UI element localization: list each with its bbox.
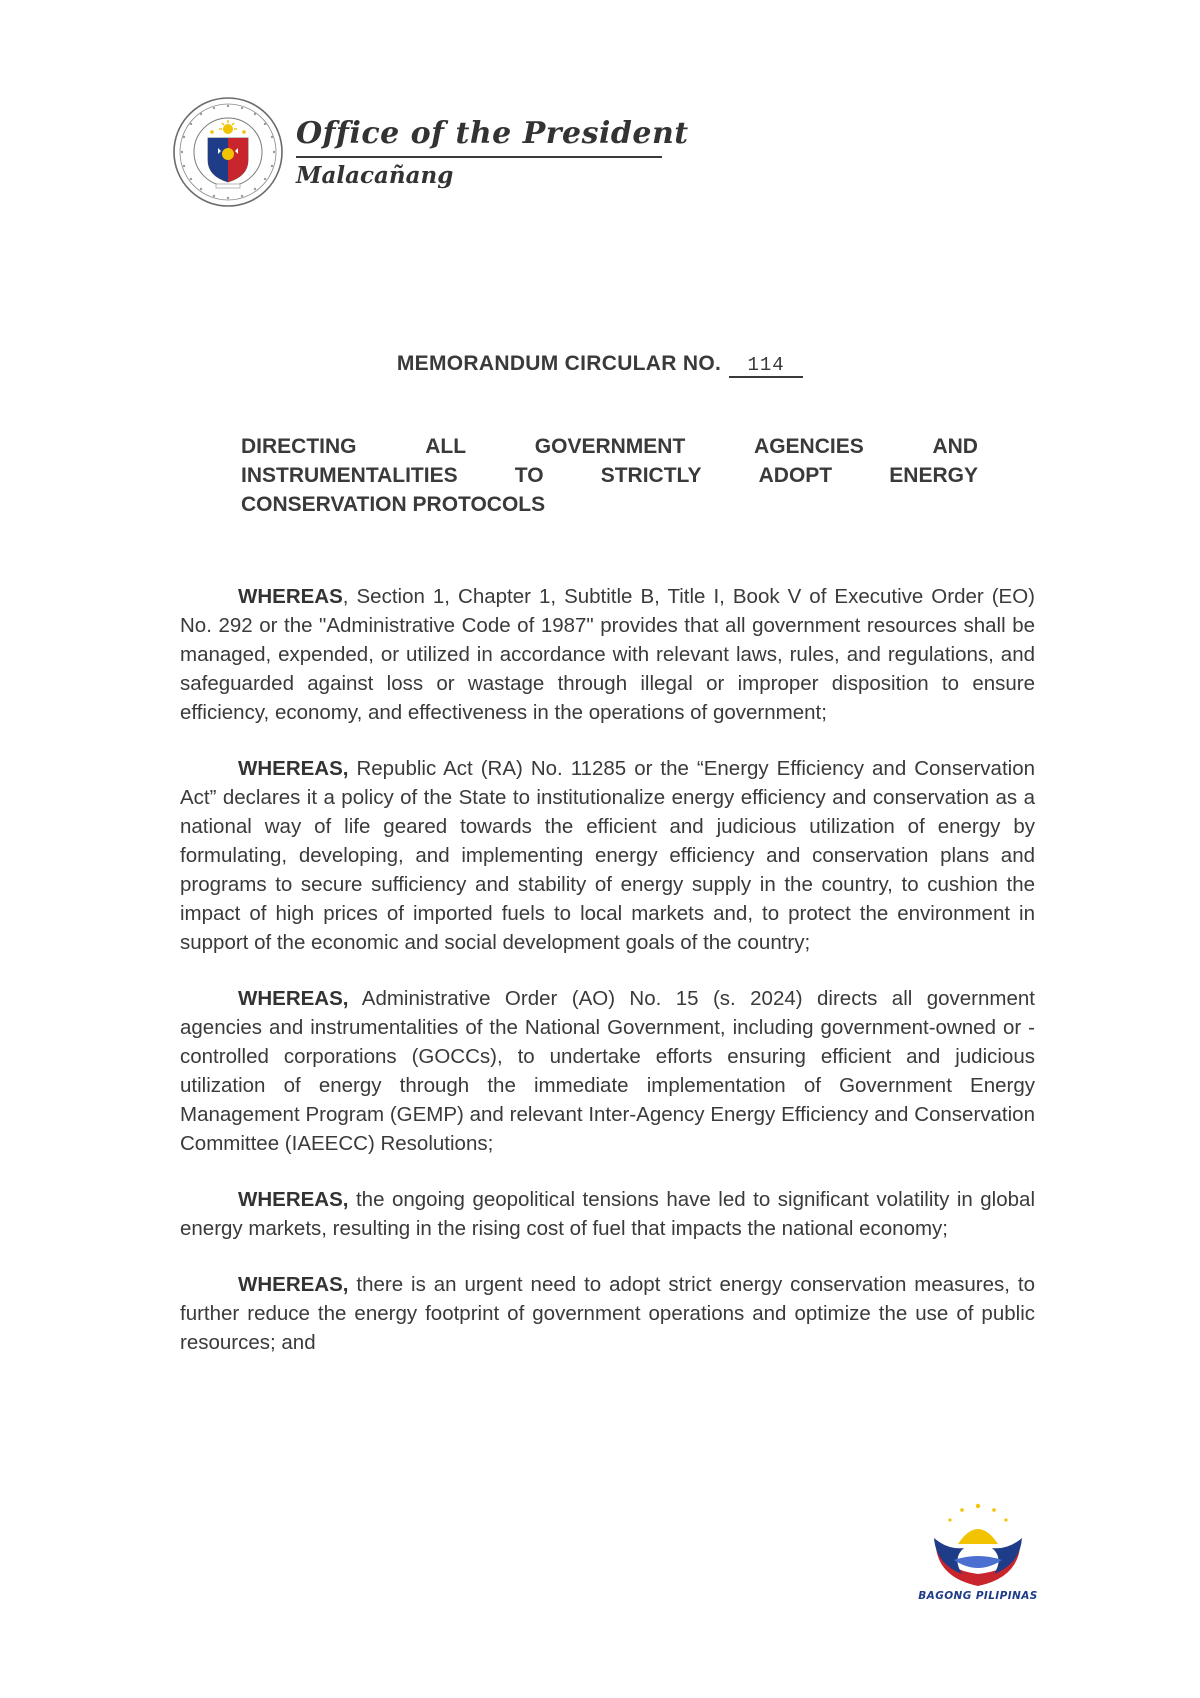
bagong-pilipinas-label: BAGONG PILIPINAS (918, 1590, 1038, 1602)
whereas-clause (180, 984, 1035, 1158)
subject-line (241, 490, 978, 519)
clause-text: there is an urgent need to adopt strict energy conservation measures, to further reduce the energy footprint of government operations and optimize the use of public resources; and (180, 1273, 1035, 1354)
letterhead (172, 96, 689, 216)
clause-text: the ongoing geopolitical tensions have led to significant volatility in global energy markets, resulting in the rising cost of fuel that impacts the national economy; (180, 1188, 1035, 1240)
subject-word: STRICTLY (600, 464, 702, 487)
clause-text: Republic Act (RA) No. 11285 or the “Energy Efficiency and Conservation Act” declares it a policy of the State to institutionalize energy efficiency and conservation as a national way of life geared towards the efficient and judicious utilization of energy by formulating, developing, and implementing energy efficiency and conservation plans and programs to secure sufficiency and stability of energy supply in the country, to cushion the impact of high prices of imported fuels to local markets and, to protect the environment in support of the economic and social development goals of the country; (180, 757, 1035, 954)
office-subtitle: Malacañang (296, 162, 454, 189)
whereas-clause (180, 754, 1035, 957)
subject-word: ENERGY (889, 464, 978, 487)
whereas-clause (180, 1185, 1035, 1243)
subject-word: AND (932, 435, 978, 458)
office-title: Office of the President (296, 116, 689, 151)
clause-text: Administrative Order (AO) No. 15 (s. 2024) directs all government agencies and instrumentalities of the National Government, including government-owned or -controlled corporations (GOCCs), to undertake efforts ensuring efficient and judicious utilization of energy through the immediate implementation of Government Energy Management Program (GEMP) and relevant Inter-Agency Energy Efficiency and Conservation Committee (IAEECC) Resolutions; (180, 987, 1035, 1155)
subject-word: CONSERVATION PROTOCOLS (241, 493, 546, 516)
memo-number: 114 (729, 354, 803, 378)
subject-word: DIRECTING (241, 435, 357, 458)
presidential-seal-icon (172, 96, 284, 208)
subject-word: INSTRUMENTALITIES (241, 464, 458, 487)
subject-word: GOVERNMENT (534, 435, 686, 458)
memo-subject (241, 432, 978, 519)
clause-text: , Section 1, Chapter 1, Subtitle B, Title I, Book V of Executive Order (EO) No. 292 or the "Administrative Code of 1987" provides that all government resources shall be managed, expended, or utilized in accordance with relevant laws, rules, and regulations, and safeguarded against loss or wastage through illegal or improper disposition to ensure efficiency, economy, and effectiveness in the operations of government; (180, 585, 1035, 724)
clause-lead: WHEREAS, (238, 1273, 349, 1296)
whereas-clause (180, 1270, 1035, 1357)
clause-lead: WHEREAS, (238, 1188, 349, 1211)
subject-word: TO (514, 464, 544, 487)
subject-line (241, 432, 978, 461)
subject-line (241, 461, 978, 490)
whereas-clause (180, 582, 1035, 727)
clause-lead: WHEREAS, (238, 987, 349, 1010)
subject-word: ADOPT (758, 464, 833, 487)
letterhead-divider (296, 156, 662, 158)
subject-word: AGENCIES (754, 435, 864, 458)
memo-label: MEMORANDUM CIRCULAR NO. (396, 352, 722, 375)
memo-body (180, 582, 1035, 1384)
clause-lead: WHEREAS, (238, 757, 349, 780)
memo-number-line (0, 352, 1200, 378)
clause-lead: WHEREAS (238, 585, 343, 608)
subject-word: ALL (425, 435, 467, 458)
